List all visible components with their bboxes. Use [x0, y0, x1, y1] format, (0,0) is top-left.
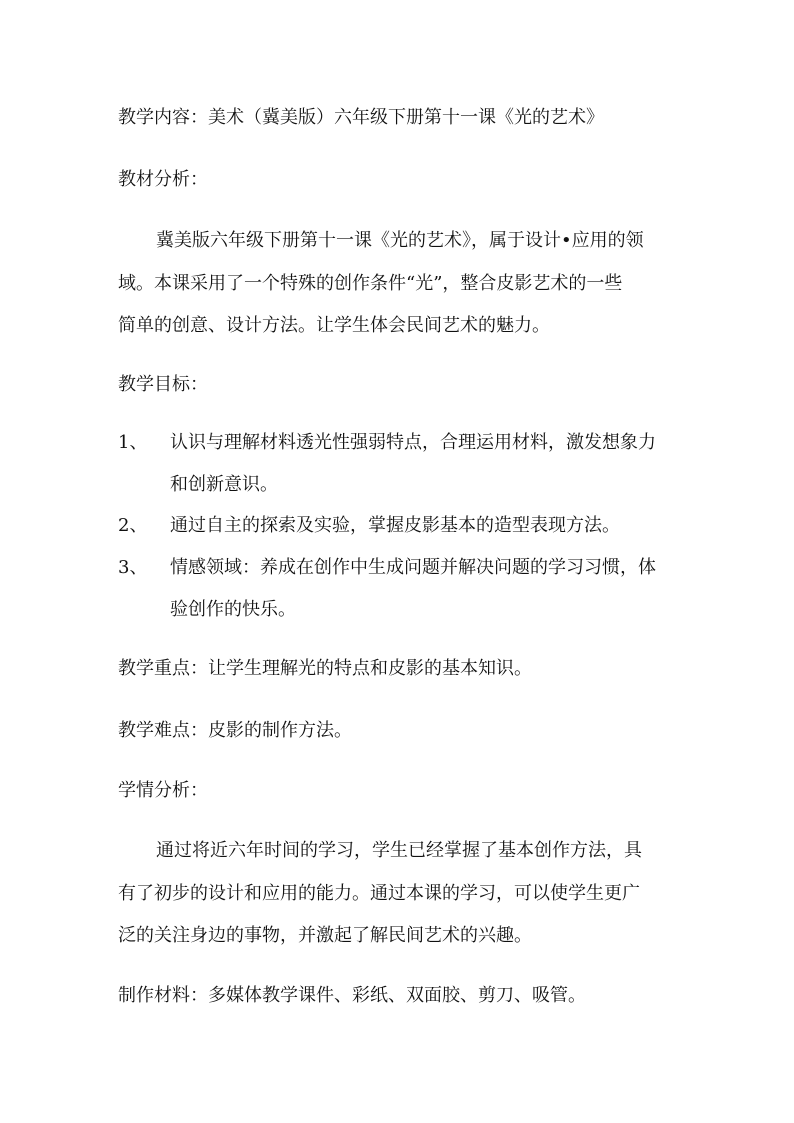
teaching-goals-heading: 教学目标：	[118, 374, 208, 395]
textbook-analysis-heading: 教材分析：	[118, 169, 208, 190]
materials-line: 制作材料：多媒体教学课件、彩纸、双面胶、剪刀、吸管。	[118, 985, 586, 1006]
student-analysis-heading: 学情分析：	[118, 780, 208, 801]
textbook-analysis-line: 域。本课采用了一个特殊的创作条件“光”，整合皮影艺术的一些	[118, 273, 623, 294]
student-analysis-line: 有了初步的设计和应用的能力。通过本课的学习，可以使学生更广	[118, 883, 640, 904]
goal-text-line: 和创新意识。	[170, 474, 278, 495]
goal-text-line: 验创作的快乐。	[170, 599, 296, 620]
goal-text-line: 情感领域：养成在创作中生成问题并解决问题的学习习惯，体	[170, 557, 656, 578]
textbook-analysis-line: 简单的创意、设计方法。让学生体会民间艺术的魅力。	[118, 315, 550, 336]
goal-number: 3、	[118, 557, 148, 578]
difficulty-line: 教学难点：皮影的制作方法。	[118, 720, 352, 741]
goal-number: 1、	[118, 432, 148, 453]
student-analysis-line: 通过将近六年时间的学习，学生已经掌握了基本创作方法，具	[156, 840, 642, 861]
goal-text-line: 认识与理解材料透光性强弱特点，合理运用材料，激发想象力	[170, 432, 656, 453]
teaching-content-line: 教学内容：美术（冀美版）六年级下册第十一课《光的艺术》	[118, 107, 604, 128]
goal-number: 2、	[118, 515, 148, 536]
textbook-analysis-line: 冀美版六年级下册第十一课《光的艺术》，属于设计•应用的领	[156, 230, 644, 251]
student-analysis-line: 泛的关注身边的事物，并激起了解民间艺术的兴趣。	[118, 925, 532, 946]
goal-text-line: 通过自主的探索及实验，掌握皮影基本的造型表现方法。	[170, 515, 620, 536]
key-point-line: 教学重点：让学生理解光的特点和皮影的基本知识。	[118, 658, 532, 679]
